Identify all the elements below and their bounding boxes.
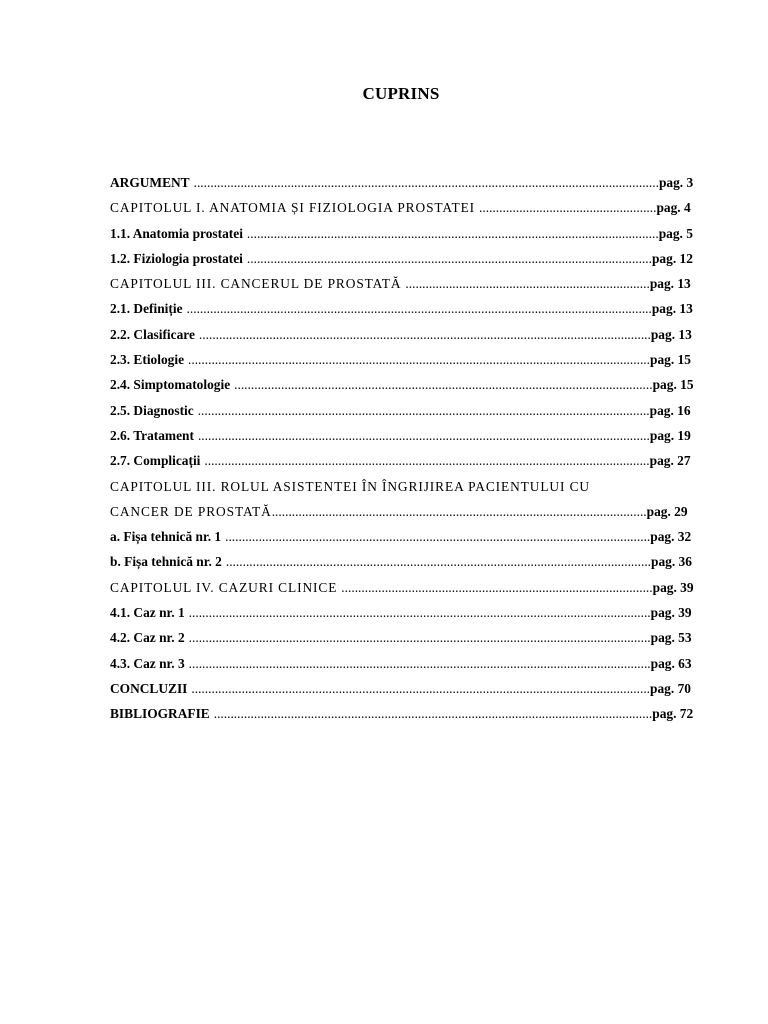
toc-dot-leader: ............................................................................................................................. <box>234 377 653 393</box>
toc-entry-title: 2.7. Complicații <box>110 453 201 469</box>
toc-page-number: pag. 3 <box>658 175 694 190</box>
toc-page-number: pag. 27 <box>649 453 691 469</box>
toc-dot-leader: ......................................................................... <box>405 276 650 292</box>
toc-entry <box>110 223 696 248</box>
toc-entry <box>110 197 696 222</box>
toc-dot-leader: ......................................................................................................................... <box>246 250 652 266</box>
toc-entry <box>110 425 696 450</box>
toc-dot-leader: ..................................................................................................................................... <box>204 453 650 469</box>
toc-entry <box>110 653 696 678</box>
toc-dot-leader: ..................................................... <box>479 200 657 216</box>
toc-page-number: pag. 12 <box>651 250 693 266</box>
toc-dot-leader: ....................................................................................................................................... <box>197 427 650 443</box>
toc-entry <box>110 400 696 425</box>
toc-dot-leader: .......................................................................................................................................... <box>188 630 651 646</box>
table-of-contents <box>110 172 696 729</box>
toc-dot-leader: ........................................................................................................................................... <box>193 175 659 190</box>
toc-dot-leader: ......................................................................................................................................... <box>191 680 651 696</box>
toc-dot-leader: ........................................................................................................................................... <box>186 301 652 317</box>
toc-entry-title: b. Fișa tehnică nr. 2 <box>110 554 222 570</box>
toc-entry-title: CAPITOLUL I. ANATOMIA ȘI FIZIOLOGIA PROSTATEI <box>110 200 476 216</box>
toc-page-number: pag. 13 <box>651 301 693 317</box>
toc-page-number: pag. 4 <box>656 200 691 216</box>
toc-entry-title: 2.1. Definiție <box>110 301 183 317</box>
toc-page-number: pag. 16 <box>649 402 691 418</box>
toc-dot-leader: .......................................................................................................................................... <box>188 352 650 368</box>
toc-entry-title: ARGUMENT <box>110 175 190 190</box>
toc-entry-title: 1.1. Anatomia prostatei <box>110 225 243 241</box>
toc-entry <box>110 450 696 475</box>
toc-entry-title: 1.2. Fiziologia prostatei <box>110 250 243 266</box>
toc-page-number: pag. 39 <box>652 579 694 595</box>
toc-entry <box>110 501 696 526</box>
toc-entry-title: CAPITOLUL III. ROLUL ASISTENTEI ÎN ÎNGRIJIREA PACIENTULUI CU <box>110 478 590 494</box>
toc-page-number: pag. 70 <box>650 680 691 696</box>
toc-entry-title: 4.1. Caz nr. 1 <box>110 605 185 621</box>
toc-entry-title: 2.6. Tratament <box>110 427 194 443</box>
page-title: CUPRINS <box>362 84 440 103</box>
toc-page-number: pag. 13 <box>649 276 691 292</box>
toc-dot-leader: ............................................................................................................................... <box>225 554 652 570</box>
toc-entry-title: 4.3. Caz nr. 3 <box>110 655 185 671</box>
toc-entry-title: 2.5. Diagnostic <box>110 402 194 418</box>
toc-page-number: pag. 36 <box>651 554 692 570</box>
toc-dot-leader: ............................................................................................. <box>341 579 653 595</box>
toc-entry <box>110 298 696 323</box>
toc-entry-title: 2.3. Etiologie <box>110 352 185 368</box>
toc-page-number: pag. 72 <box>652 706 694 722</box>
toc-entry <box>110 349 696 374</box>
toc-entry <box>110 627 696 652</box>
toc-entry <box>110 678 696 703</box>
toc-page-number: pag. 5 <box>658 225 693 241</box>
toc-page-number: pag. 32 <box>650 529 692 545</box>
toc-dot-leader: ....................................................................................................................................... <box>197 402 650 418</box>
toc-page-number: pag. 63 <box>650 655 692 671</box>
toc-entry-title: 4.2. Caz nr. 2 <box>110 630 185 646</box>
toc-dot-leader: ........................................................................................................................... <box>246 225 659 241</box>
toc-entry-title: CONCLUZII <box>110 680 188 696</box>
toc-dot-leader: ................................................................................................................ <box>271 503 647 519</box>
toc-entry-title: CAPITOLUL IV. CAZURI CLINICE <box>110 579 338 595</box>
toc-entry <box>110 703 696 728</box>
toc-page-number: pag. 15 <box>650 352 691 368</box>
toc-entry <box>110 526 696 551</box>
toc-entry <box>110 476 696 501</box>
toc-entry <box>110 172 696 197</box>
toc-page-number: pag. 29 <box>646 503 688 519</box>
toc-page-number: pag. 13 <box>650 326 692 342</box>
toc-page-number: pag. 53 <box>650 630 692 646</box>
toc-dot-leader: ................................................................................................................................... <box>213 706 653 722</box>
toc-page-number: pag. 39 <box>650 605 692 621</box>
toc-entry <box>110 324 696 349</box>
toc-entry-title: BIBLIOGRAFIE <box>110 706 210 722</box>
toc-entry <box>110 273 696 298</box>
toc-entry <box>110 248 696 273</box>
toc-entry-title: a. Fișa tehnică nr. 1 <box>110 529 222 545</box>
toc-page-number: pag. 15 <box>652 377 694 393</box>
toc-entry-title: 2.2. Clasificare <box>110 326 195 342</box>
toc-entry-title: CAPITOLUL III. CANCERUL DE PROSTATĂ <box>110 276 402 292</box>
toc-entry <box>110 374 696 399</box>
toc-entry <box>110 577 696 602</box>
toc-entry-title: CANCER DE PROSTATĂ <box>110 503 272 519</box>
toc-entry <box>110 551 696 576</box>
toc-entry-title: 2.4. Simptomatologie <box>110 377 231 393</box>
toc-dot-leader: .......................................................................................................................................... <box>188 655 651 671</box>
toc-entry <box>110 602 696 627</box>
toc-page-number: pag. 19 <box>649 427 691 443</box>
toc-dot-leader: .......................................................................................................................................... <box>188 605 651 621</box>
toc-dot-leader: ............................................................................................................................... <box>225 529 651 545</box>
toc-dot-leader: ....................................................................................................................................... <box>198 326 651 342</box>
